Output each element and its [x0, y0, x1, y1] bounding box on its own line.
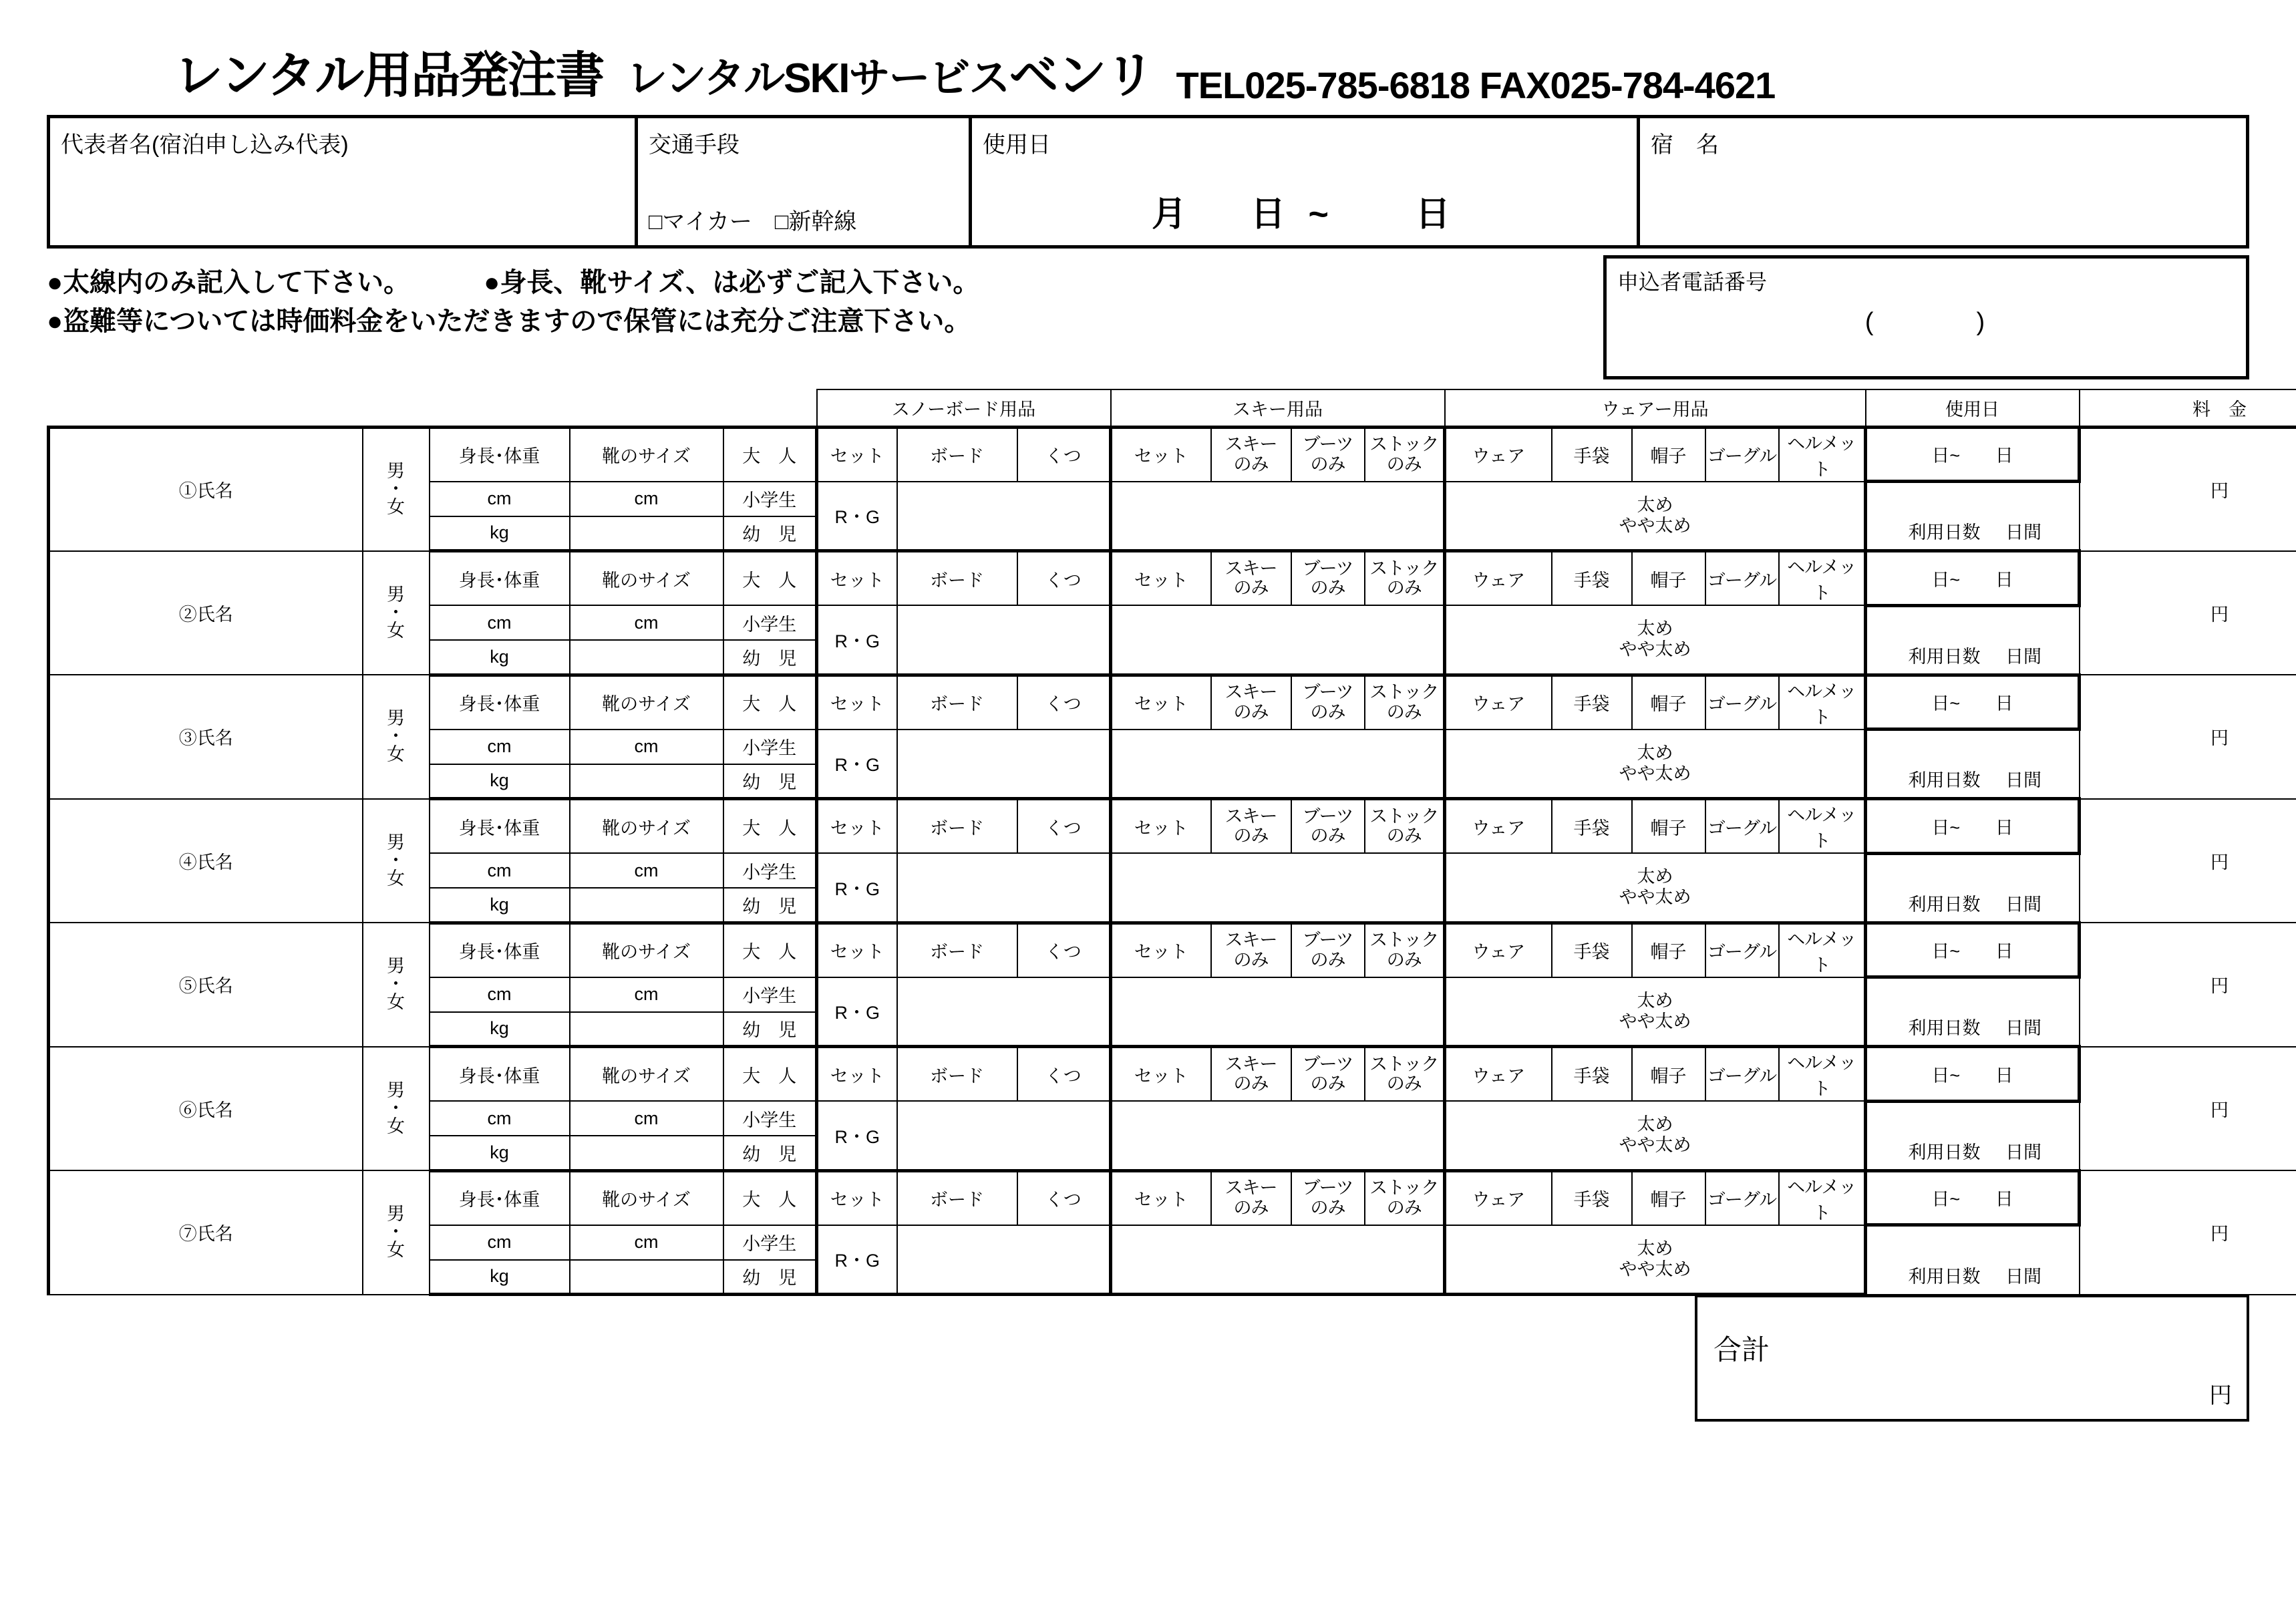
- person-name-input[interactable]: ①氏名: [49, 427, 363, 551]
- hat-option[interactable]: 帽子: [1632, 675, 1705, 730]
- shoe-cm-input[interactable]: cm: [570, 853, 723, 888]
- weight-kg-input[interactable]: kg: [430, 1012, 570, 1047]
- age-child-option[interactable]: 幼 児: [723, 640, 817, 675]
- helmet-option[interactable]: ヘルメット: [1779, 1047, 1866, 1102]
- checkbox-shinkansen[interactable]: □新幹線: [774, 209, 857, 234]
- ski-only-option[interactable]: スキー のみ: [1211, 551, 1291, 606]
- sb-boots-option[interactable]: くつ: [1017, 427, 1111, 482]
- usedate-label: 使用日: [983, 132, 1051, 158]
- ski-set-option[interactable]: セット: [1111, 1047, 1211, 1102]
- usedate-pattern: [972, 186, 1637, 236]
- table-row[interactable]: [49, 1047, 2296, 1102]
- gloves-option[interactable]: 手袋: [1552, 675, 1632, 730]
- ski-set-option[interactable]: セット: [1111, 799, 1211, 854]
- age-elementary-option[interactable]: 小学生: [723, 853, 817, 888]
- total-yen-unit: 円: [2209, 1383, 2232, 1408]
- age-child-option[interactable]: 幼 児: [723, 516, 817, 551]
- sb-board-option[interactable]: ボード: [897, 1170, 1017, 1225]
- wear-option[interactable]: ウェア: [1445, 1047, 1552, 1102]
- form-header: [47, 27, 2249, 107]
- hat-option[interactable]: 帽子: [1632, 799, 1705, 854]
- sb-rg-option[interactable]: R・G: [817, 1225, 897, 1295]
- gender-select[interactable]: 男 ・ 女: [363, 923, 430, 1047]
- company-name: [626, 36, 1153, 107]
- group-header-fee: 料 金: [2080, 389, 2296, 427]
- weight-kg-input[interactable]: kg: [430, 1260, 570, 1295]
- ski-write-area[interactable]: [1111, 853, 1445, 923]
- applicant-phone-input[interactable]: [1607, 308, 2246, 337]
- company-name-small: レンタルSKIサービス: [626, 55, 1009, 102]
- goggles-option[interactable]: ゴーグル: [1705, 675, 1779, 730]
- sb-write-area[interactable]: [897, 1225, 1111, 1295]
- representative-label: 代表者名(宿泊申し込み代表): [61, 132, 349, 158]
- fat-size-option[interactable]: 太め やや太め: [1445, 853, 1866, 923]
- age-adult-option[interactable]: 大 人: [723, 799, 817, 854]
- gloves-option[interactable]: 手袋: [1552, 923, 1632, 977]
- sb-set-option[interactable]: セット: [817, 1047, 897, 1102]
- contact-tel-fax: TEL025-785-6818 FAX025-784-4621: [1176, 64, 1776, 106]
- gloves-option[interactable]: 手袋: [1552, 1047, 1632, 1102]
- ski-poles-only-option[interactable]: ストック のみ: [1365, 1170, 1445, 1225]
- goggles-option[interactable]: ゴーグル: [1705, 923, 1779, 977]
- shoe-size-label: 靴のサイズ: [570, 1047, 723, 1102]
- weight-kg-input[interactable]: kg: [430, 1136, 570, 1170]
- goggles-option[interactable]: ゴーグル: [1705, 1170, 1779, 1225]
- height-cm-input[interactable]: cm: [430, 1225, 570, 1260]
- shoe-cm-input[interactable]: cm: [570, 977, 723, 1012]
- person-name-input[interactable]: ⑥氏名: [49, 1047, 363, 1171]
- gender-select[interactable]: 男 ・ 女: [363, 675, 430, 799]
- usedate-day-to: 日: [1415, 195, 1457, 234]
- fee-input[interactable]: 円: [2080, 551, 2296, 675]
- helmet-option[interactable]: ヘルメット: [1779, 1170, 1866, 1225]
- hat-option[interactable]: 帽子: [1632, 1170, 1705, 1225]
- gender-select[interactable]: 男 ・ 女: [363, 427, 430, 551]
- gender-select[interactable]: 男 ・ 女: [363, 1170, 430, 1295]
- sb-boots-option[interactable]: くつ: [1017, 923, 1111, 977]
- gloves-option[interactable]: 手袋: [1552, 427, 1632, 482]
- note-line-2: ●盗難等については時価料金をいただきますので保管には充分ご注意下さい。: [47, 307, 971, 336]
- ski-poles-only-option[interactable]: ストック のみ: [1365, 923, 1445, 977]
- wear-option[interactable]: ウェア: [1445, 427, 1552, 482]
- age-elementary-option[interactable]: 小学生: [723, 730, 817, 764]
- goggles-option[interactable]: ゴーグル: [1705, 1047, 1779, 1102]
- age-child-option[interactable]: 幼 児: [723, 764, 817, 799]
- age-adult-option[interactable]: 大 人: [723, 923, 817, 977]
- table-group-header-row: [49, 389, 2296, 427]
- sb-rg-option[interactable]: R・G: [817, 1101, 897, 1170]
- usedate-field[interactable]: [972, 118, 1640, 245]
- sb-write-area[interactable]: [897, 730, 1111, 799]
- weight-kg-input[interactable]: kg: [430, 516, 570, 551]
- ski-poles-only-option[interactable]: ストック のみ: [1365, 799, 1445, 854]
- ski-only-option[interactable]: スキー のみ: [1211, 427, 1291, 482]
- ski-only-option[interactable]: スキー のみ: [1211, 675, 1291, 730]
- applicant-phone-field[interactable]: [1603, 255, 2249, 379]
- ski-write-area[interactable]: [1111, 730, 1445, 799]
- shoe-extra-cell[interactable]: [570, 1012, 723, 1047]
- helmet-option[interactable]: ヘルメット: [1779, 923, 1866, 977]
- sb-board-option[interactable]: ボード: [897, 799, 1017, 854]
- wear-option[interactable]: ウェア: [1445, 551, 1552, 606]
- sb-set-option[interactable]: セット: [817, 799, 897, 854]
- ski-boots-only-option[interactable]: ブーツ のみ: [1291, 551, 1365, 606]
- usedate-range-input[interactable]: 日~ 日: [1866, 799, 2080, 854]
- age-elementary-option[interactable]: 小学生: [723, 482, 817, 516]
- table-row[interactable]: [49, 1170, 2296, 1225]
- age-child-option[interactable]: 幼 児: [723, 1260, 817, 1295]
- ski-boots-only-option[interactable]: ブーツ のみ: [1291, 427, 1365, 482]
- representative-field[interactable]: [50, 118, 638, 245]
- top-info-box: [47, 115, 2249, 249]
- height-cm-input[interactable]: cm: [430, 977, 570, 1012]
- helmet-option[interactable]: ヘルメット: [1779, 799, 1866, 854]
- height-weight-label: 身長･体重: [430, 551, 570, 606]
- height-weight-label: 身長･体重: [430, 923, 570, 977]
- age-child-option[interactable]: 幼 児: [723, 888, 817, 923]
- person-name-input[interactable]: ③氏名: [49, 675, 363, 799]
- note-line-1: [47, 263, 1603, 302]
- sb-board-option[interactable]: ボード: [897, 427, 1017, 482]
- goggles-option[interactable]: ゴーグル: [1705, 799, 1779, 854]
- table-row[interactable]: [49, 427, 2296, 482]
- usedate-range-input[interactable]: 日~ 日: [1866, 923, 2080, 977]
- fat-size-option[interactable]: 太め やや太め: [1445, 977, 1866, 1047]
- hat-option[interactable]: 帽子: [1632, 551, 1705, 606]
- sb-write-area[interactable]: [897, 1101, 1111, 1170]
- shoe-extra-cell[interactable]: [570, 1136, 723, 1170]
- ski-set-option[interactable]: セット: [1111, 1170, 1211, 1225]
- person-name-input[interactable]: ⑤氏名: [49, 923, 363, 1047]
- rental-items-table: [47, 389, 2296, 1296]
- sb-rg-option[interactable]: R・G: [817, 853, 897, 923]
- note-1a: ●太線内のみ記入して下さい。: [47, 268, 411, 297]
- height-cm-input[interactable]: cm: [430, 1101, 570, 1136]
- days-count-input[interactable]: 利用日数 日間: [1866, 482, 2080, 551]
- usedate-range-input[interactable]: 日~ 日: [1866, 1047, 2080, 1102]
- height-cm-input[interactable]: cm: [430, 605, 570, 640]
- days-count-input[interactable]: 利用日数 日間: [1866, 853, 2080, 923]
- age-adult-option[interactable]: 大 人: [723, 1047, 817, 1102]
- height-cm-input[interactable]: cm: [430, 730, 570, 764]
- shoe-size-label: 靴のサイズ: [570, 427, 723, 482]
- ski-boots-only-option[interactable]: ブーツ のみ: [1291, 675, 1365, 730]
- fat-size-option[interactable]: 太め やや太め: [1445, 730, 1866, 799]
- wear-option[interactable]: ウェア: [1445, 1170, 1552, 1225]
- ski-boots-only-option[interactable]: ブーツ のみ: [1291, 799, 1365, 854]
- shoe-size-label: 靴のサイズ: [570, 675, 723, 730]
- sb-write-area[interactable]: [897, 605, 1111, 675]
- table-row[interactable]: [49, 675, 2296, 730]
- weight-kg-input[interactable]: kg: [430, 764, 570, 799]
- fee-input[interactable]: 円: [2080, 675, 2296, 799]
- goggles-option[interactable]: ゴーグル: [1705, 551, 1779, 606]
- height-weight-label: 身長･体重: [430, 675, 570, 730]
- ski-boots-only-option[interactable]: ブーツ のみ: [1291, 1170, 1365, 1225]
- sb-boots-option[interactable]: くつ: [1017, 675, 1111, 730]
- person-name-input[interactable]: ②氏名: [49, 551, 363, 675]
- inn-name-field[interactable]: [1640, 118, 2246, 245]
- days-count-input[interactable]: 利用日数 日間: [1866, 1101, 2080, 1170]
- usedate-range-input[interactable]: 日~ 日: [1866, 675, 2080, 730]
- ski-write-area[interactable]: [1111, 482, 1445, 551]
- helmet-option[interactable]: ヘルメット: [1779, 551, 1866, 606]
- sb-boots-option[interactable]: くつ: [1017, 551, 1111, 606]
- fat-size-option[interactable]: 太め やや太め: [1445, 1101, 1866, 1170]
- transport-field[interactable]: [638, 118, 972, 245]
- shoe-size-label: 靴のサイズ: [570, 551, 723, 606]
- sb-write-area[interactable]: [897, 977, 1111, 1047]
- open-paren: (: [1864, 308, 1876, 336]
- ski-poles-only-option[interactable]: ストック のみ: [1365, 427, 1445, 482]
- age-elementary-option[interactable]: 小学生: [723, 977, 817, 1012]
- sb-boots-option[interactable]: くつ: [1017, 799, 1111, 854]
- age-child-option[interactable]: 幼 児: [723, 1012, 817, 1047]
- shoe-cm-input[interactable]: cm: [570, 605, 723, 640]
- gloves-option[interactable]: 手袋: [1552, 1170, 1632, 1225]
- fat-size-option[interactable]: 太め やや太め: [1445, 1225, 1866, 1295]
- page-title: レンタル用品発注書: [174, 47, 604, 103]
- total-box[interactable]: [1695, 1295, 2249, 1422]
- shoe-extra-cell[interactable]: [570, 1260, 723, 1295]
- days-count-input[interactable]: 利用日数 日間: [1866, 1225, 2080, 1295]
- group-header-wear: ウェアー用品: [1445, 389, 1866, 427]
- usedate-month: 月: [1152, 195, 1194, 234]
- sb-set-option[interactable]: セット: [817, 1170, 897, 1225]
- total-row: [47, 1295, 2249, 1422]
- transport-options[interactable]: [649, 203, 856, 236]
- sb-set-option[interactable]: セット: [817, 427, 897, 482]
- gloves-option[interactable]: 手袋: [1552, 799, 1632, 854]
- ski-boots-only-option[interactable]: ブーツ のみ: [1291, 923, 1365, 977]
- sb-set-option[interactable]: セット: [817, 923, 897, 977]
- wear-option[interactable]: ウェア: [1445, 923, 1552, 977]
- wear-option[interactable]: ウェア: [1445, 675, 1552, 730]
- fee-input[interactable]: 円: [2080, 1170, 2296, 1295]
- table-row[interactable]: [49, 799, 2296, 854]
- sb-rg-option[interactable]: R・G: [817, 605, 897, 675]
- age-child-option[interactable]: 幼 児: [723, 1136, 817, 1170]
- ski-set-option[interactable]: セット: [1111, 551, 1211, 606]
- height-cm-input[interactable]: cm: [430, 853, 570, 888]
- checkbox-mycar[interactable]: □マイカー: [649, 209, 752, 234]
- sb-board-option[interactable]: ボード: [897, 675, 1017, 730]
- helmet-option[interactable]: ヘルメット: [1779, 675, 1866, 730]
- age-elementary-option[interactable]: 小学生: [723, 1225, 817, 1260]
- sb-rg-option[interactable]: R・G: [817, 730, 897, 799]
- fat-size-option[interactable]: 太め やや太め: [1445, 605, 1866, 675]
- goggles-option[interactable]: ゴーグル: [1705, 427, 1779, 482]
- ski-write-area[interactable]: [1111, 1225, 1445, 1295]
- spacer-cell: [570, 389, 723, 427]
- sb-boots-option[interactable]: くつ: [1017, 1047, 1111, 1102]
- fee-input[interactable]: 円: [2080, 427, 2296, 551]
- age-adult-option[interactable]: 大 人: [723, 427, 817, 482]
- shoe-extra-cell[interactable]: [570, 888, 723, 923]
- notes-block: [47, 255, 1603, 379]
- usedate-day-from: 日 ~: [1251, 195, 1335, 234]
- height-weight-label: 身長･体重: [430, 427, 570, 482]
- age-elementary-option[interactable]: 小学生: [723, 1101, 817, 1136]
- sb-set-option[interactable]: セット: [817, 675, 897, 730]
- sb-rg-option[interactable]: R・G: [817, 482, 897, 551]
- shoe-cm-input[interactable]: cm: [570, 482, 723, 516]
- fat-size-option[interactable]: 太め やや太め: [1445, 482, 1866, 551]
- age-adult-option[interactable]: 大 人: [723, 551, 817, 606]
- weight-kg-input[interactable]: kg: [430, 888, 570, 923]
- sb-board-option[interactable]: ボード: [897, 923, 1017, 977]
- gender-select[interactable]: 男 ・ 女: [363, 551, 430, 675]
- shoe-size-label: 靴のサイズ: [570, 1170, 723, 1225]
- fee-input[interactable]: 円: [2080, 923, 2296, 1047]
- ski-only-option[interactable]: スキー のみ: [1211, 1047, 1291, 1102]
- applicant-phone-label: 申込者電話番号: [1617, 270, 1768, 294]
- shoe-cm-input[interactable]: cm: [570, 1101, 723, 1136]
- shoe-size-label: 靴のサイズ: [570, 923, 723, 977]
- company-name-big: ベンリ: [1009, 47, 1154, 103]
- sb-set-option[interactable]: セット: [817, 551, 897, 606]
- gender-select[interactable]: 男 ・ 女: [363, 799, 430, 923]
- shoe-size-label: 靴のサイズ: [570, 799, 723, 854]
- shoe-extra-cell[interactable]: [570, 640, 723, 675]
- table-row[interactable]: [49, 923, 2296, 977]
- days-count-input[interactable]: 利用日数 日間: [1866, 605, 2080, 675]
- fee-input[interactable]: 円: [2080, 799, 2296, 923]
- note-1b: ●身長、靴サイズ、は必ずご記入下さい。: [484, 268, 980, 297]
- shoe-cm-input[interactable]: cm: [570, 730, 723, 764]
- person-name-input[interactable]: ⑦氏名: [49, 1170, 363, 1295]
- notes-and-phone-row: [47, 255, 2249, 379]
- ski-poles-only-option[interactable]: ストック のみ: [1365, 1047, 1445, 1102]
- sb-write-area[interactable]: [897, 853, 1111, 923]
- hat-option[interactable]: 帽子: [1632, 923, 1705, 977]
- ski-only-option[interactable]: スキー のみ: [1211, 799, 1291, 854]
- shoe-cm-input[interactable]: cm: [570, 1225, 723, 1260]
- ski-set-option[interactable]: セット: [1111, 427, 1211, 482]
- group-header-snowboard: スノーボード用品: [817, 389, 1111, 427]
- ski-write-area[interactable]: [1111, 977, 1445, 1047]
- shoe-extra-cell[interactable]: [570, 764, 723, 799]
- hat-option[interactable]: 帽子: [1632, 427, 1705, 482]
- ski-write-area[interactable]: [1111, 1101, 1445, 1170]
- height-cm-input[interactable]: cm: [430, 482, 570, 516]
- height-weight-label: 身長･体重: [430, 1170, 570, 1225]
- usedate-range-input[interactable]: 日~ 日: [1866, 551, 2080, 606]
- ski-poles-only-option[interactable]: ストック のみ: [1365, 551, 1445, 606]
- sb-boots-option[interactable]: くつ: [1017, 1170, 1111, 1225]
- total-label: 合計: [1713, 1334, 1770, 1365]
- sb-board-option[interactable]: ボード: [897, 551, 1017, 606]
- usedate-range-input[interactable]: 日~ 日: [1866, 427, 2080, 482]
- age-elementary-option[interactable]: 小学生: [723, 605, 817, 640]
- inn-name-label: 宿 名: [1651, 132, 1719, 158]
- helmet-option[interactable]: ヘルメット: [1779, 427, 1866, 482]
- height-weight-label: 身長･体重: [430, 1047, 570, 1102]
- close-paren: ): [1976, 308, 1988, 336]
- age-adult-option[interactable]: 大 人: [723, 1170, 817, 1225]
- ski-set-option[interactable]: セット: [1111, 923, 1211, 977]
- gloves-option[interactable]: 手袋: [1552, 551, 1632, 606]
- age-adult-option[interactable]: 大 人: [723, 675, 817, 730]
- spacer-cell: [363, 389, 430, 427]
- hat-option[interactable]: 帽子: [1632, 1047, 1705, 1102]
- sb-rg-option[interactable]: R・G: [817, 977, 897, 1047]
- days-count-input[interactable]: 利用日数 日間: [1866, 730, 2080, 799]
- ski-boots-only-option[interactable]: ブーツ のみ: [1291, 1047, 1365, 1102]
- weight-kg-input[interactable]: kg: [430, 640, 570, 675]
- table-row[interactable]: [49, 551, 2296, 606]
- group-header-ski: スキー用品: [1111, 389, 1445, 427]
- height-weight-label: 身長･体重: [430, 799, 570, 854]
- usedate-range-input[interactable]: 日~ 日: [1866, 1170, 2080, 1225]
- sb-board-option[interactable]: ボード: [897, 1047, 1017, 1102]
- ski-write-area[interactable]: [1111, 605, 1445, 675]
- ski-poles-only-option[interactable]: ストック のみ: [1365, 675, 1445, 730]
- shoe-extra-cell[interactable]: [570, 516, 723, 551]
- ski-only-option[interactable]: スキー のみ: [1211, 923, 1291, 977]
- wear-option[interactable]: ウェア: [1445, 799, 1552, 854]
- days-count-input[interactable]: 利用日数 日間: [1866, 977, 2080, 1047]
- sb-write-area[interactable]: [897, 482, 1111, 551]
- transport-label: 交通手段: [649, 132, 740, 158]
- gender-select[interactable]: 男 ・ 女: [363, 1047, 430, 1171]
- spacer-cell: [49, 389, 363, 427]
- spacer-cell: [723, 389, 817, 427]
- fee-input[interactable]: 円: [2080, 1047, 2296, 1171]
- group-header-usedate: 使用日: [1866, 389, 2080, 427]
- spacer-cell: [430, 389, 570, 427]
- ski-set-option[interactable]: セット: [1111, 675, 1211, 730]
- person-name-input[interactable]: ④氏名: [49, 799, 363, 923]
- ski-only-option[interactable]: スキー のみ: [1211, 1170, 1291, 1225]
